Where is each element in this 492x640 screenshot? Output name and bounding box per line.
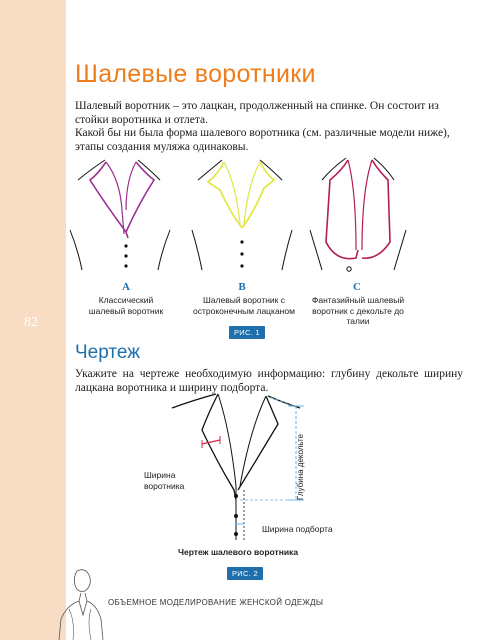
- neckline-depth-label: Глубина декольте: [296, 434, 305, 500]
- collar-b-letter: B: [238, 281, 246, 293]
- section-paragraph: Укажите на чертеже необходимую информацию: глубину декольте ширину лацкана воротника и ширину подборта.: [75, 368, 463, 394]
- collar-a-drawing: [70, 160, 170, 270]
- collar-width-label: Ширина воротника: [144, 470, 185, 491]
- figure-1-drawings: [60, 150, 420, 280]
- page-title: Шалевые воротники: [75, 60, 316, 88]
- figure-2-badge: РИС. 2: [227, 567, 263, 580]
- page-number: 82: [24, 315, 38, 330]
- figure-1-badge: РИС. 1: [229, 326, 265, 339]
- collar-c-caption: Фантазийный шалевый воротник с декольте до талии: [311, 295, 405, 326]
- intro-text: [75, 100, 455, 154]
- collar-a-letter: A: [122, 281, 130, 293]
- figure-2-drawing: [150, 390, 320, 540]
- figure-2-caption: Чертеж шалевого воротника: [178, 547, 299, 557]
- collar-b-caption: Шалевый воротник с остроконечным лацканом: [193, 295, 295, 316]
- footer-text: ОБЪЕМНОЕ МОДЕЛИРОВАНИЕ ЖЕНСКОЙ ОДЕЖДЫ: [108, 598, 324, 607]
- intro-paragraph-1: Шалевый воротник – это лацкан, продолженный на спинке. Он состоит из стойки воротника и отлета.: [75, 100, 439, 126]
- footer-figure-sketch: [55, 565, 105, 640]
- facing-width-label: Ширина подборта: [262, 524, 333, 534]
- collar-a-caption: Классический шалевый воротник: [88, 295, 164, 316]
- margin-curve: [40, 0, 100, 640]
- collar-b-drawing: [192, 160, 292, 270]
- collar-c-drawing: [310, 158, 406, 271]
- section-heading: Чертеж: [75, 342, 140, 363]
- intro-paragraph-2: Какой бы ни была форма шалевого воротника (см. различные модели ниже), этапы создания муляжа одинаковы.: [75, 127, 450, 153]
- collar-c-letter: C: [353, 281, 361, 293]
